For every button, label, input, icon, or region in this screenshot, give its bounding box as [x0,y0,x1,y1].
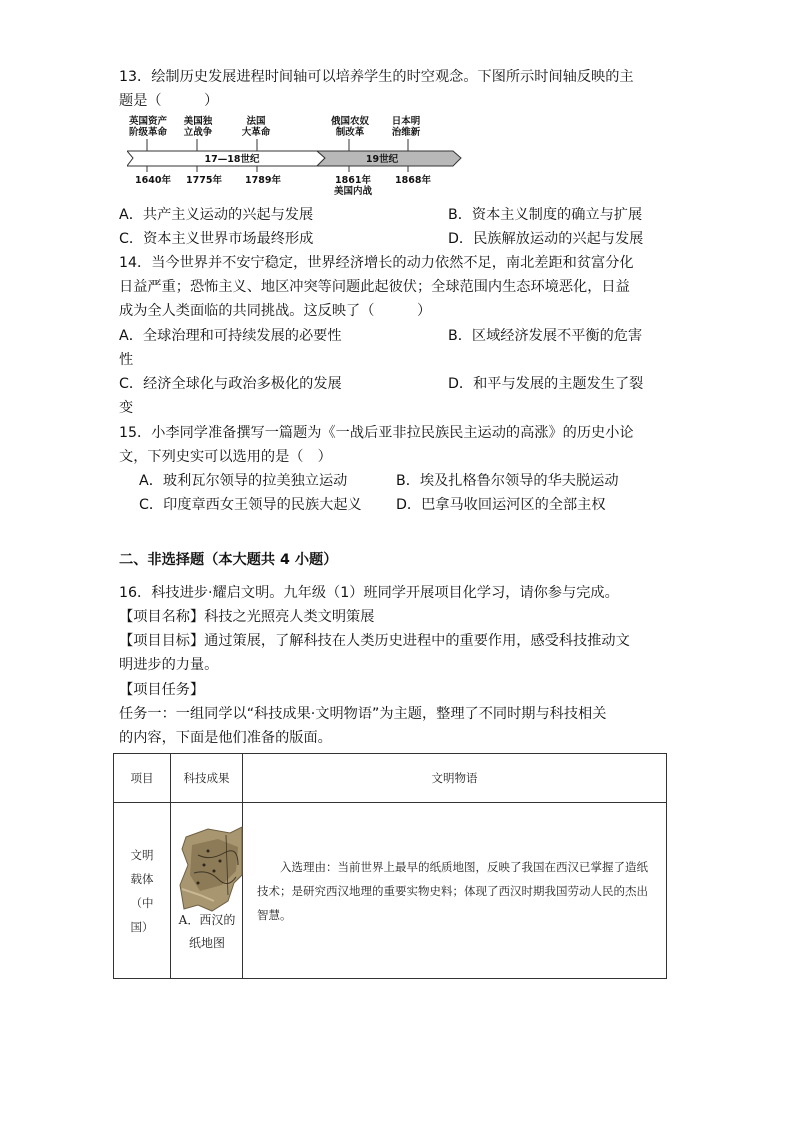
timeline-figure [127,116,467,196]
q14-stem-line1: 14．当今世界并不安宁稳定，世界经济增长的动力依然不足，南北差距和贫富分化 [119,255,634,271]
table-header-row [114,754,667,803]
q15-stem-line2: 文，下列史实可以选用的是（ ） [119,449,332,465]
table-cell-category: 文明载体（中国） [114,803,171,979]
q14-option-a: A．全球治理和可持续发展的必要性 [119,328,342,344]
q13-option-c: C．资本主义世界市场最终形成 [119,231,314,247]
q16-stem-line1: 16．科技进步·耀启文明。九年级（1）班同学开展项目化学习，请你参与完成。 [119,585,619,601]
q14-stem-line3: 成为全人类面临的共同挑战。这反映了（ ） [119,303,432,319]
timeline-year: 1775年 [186,175,222,186]
table-cell-story: 入选理由：当前世界上最早的纸质地图，反映了我国在西汉已掌握了造纸技术；是研究西汉地理的重要实物史料；体现了西汉时期我国劳动人民的杰出智慧。 [243,803,667,979]
timeline-event-label: 美国独 立战争 [183,116,213,138]
exhibit-table [113,753,667,979]
table-cell-achievement [171,803,243,979]
q15-option-b: B．埃及扎格鲁尔领导的华夫脱运动 [396,473,619,489]
q13-stem-line1: 13．绘制历史发展进程时间轴可以培养学生的时空观念。下图所示时间轴反映的主 [119,69,634,85]
q16-task1-line1: 任务一：一组同学以“科技成果·文明物语”为主题，整理了不同时期与科技相关 [119,706,607,722]
table-header-achievement: 科技成果 [171,754,243,803]
q14-option-b-wrap: 性 [119,352,134,368]
table-header-item: 项目 [114,754,171,803]
table-row [114,803,667,979]
q15-option-d: D．巴拿马收回运河区的全部主权 [396,497,606,513]
q16-project-goal-line2: 明进步的力量。 [119,657,219,673]
timeline-event-label: 俄国农奴 制改革 [330,116,369,138]
q16-project-goal-line1: 【项目目标】通过策展，了解科技在人类历史进程中的重要作用，感受科技推动文 [119,633,630,649]
timeline-year: 1640年 [135,175,171,186]
section-heading: 二、非选择题（本大题共 4 小题） [119,552,338,568]
q14-option-d: D．和平与发展的主题发生了裂 [448,376,644,392]
timeline-event-label: 法国 大革命 [241,116,271,138]
q15-option-c: C．印度章西女王领导的民族大起义 [139,497,362,513]
q14-option-d-wrap: 变 [119,400,134,416]
q13-stem-line2: 题是（ ） [119,93,219,109]
q14-stem-line2: 日益严重；恐怖主义、地区冲突等问题此起彼伏；全球范围内生态环境恶化，日益 [119,279,630,295]
timeline-event-label: 日本明 治维新 [391,116,421,138]
timeline-year: 1868年 [395,175,431,186]
timeline-extra-label: 美国内战 [334,186,373,197]
paper-map-image [178,825,243,913]
q13-option-b: B．资本主义制度的确立与扩展 [448,207,643,223]
timeline-event-label: 英国资产 阶级革命 [128,116,167,138]
table-header-story: 文明物语 [243,754,667,803]
timeline-period-1: 17—18世纪 [204,154,260,165]
q16-project-name: 【项目名称】科技之光照亮人类文明策展 [119,609,375,625]
q15-stem-line1: 15．小李同学准备撰写一篇题为《一战后亚非拉民族民主运动的高涨》的历史小论 [119,425,634,441]
q15-option-a: A．玻利瓦尔领导的拉美独立运动 [139,473,348,489]
timeline-year: 1861年 [335,175,371,186]
q14-option-b: B．区域经济发展不平衡的危害 [448,328,643,344]
achievement-caption: A．西汉的纸地图 [178,913,236,950]
timeline-year: 1789年 [245,175,281,186]
q16-task1-line2: 的内容，下面是他们准备的版面。 [119,730,332,746]
q16-project-task: 【项目任务】 [119,682,205,698]
q13-option-d: D．民族解放运动的兴起与发展 [448,231,644,247]
q13-option-a: A．共产主义运动的兴起与发展 [119,207,314,223]
q14-option-c: C．经济全球化与政治多极化的发展 [119,376,342,392]
timeline-period-2: 19世纪 [365,154,399,165]
